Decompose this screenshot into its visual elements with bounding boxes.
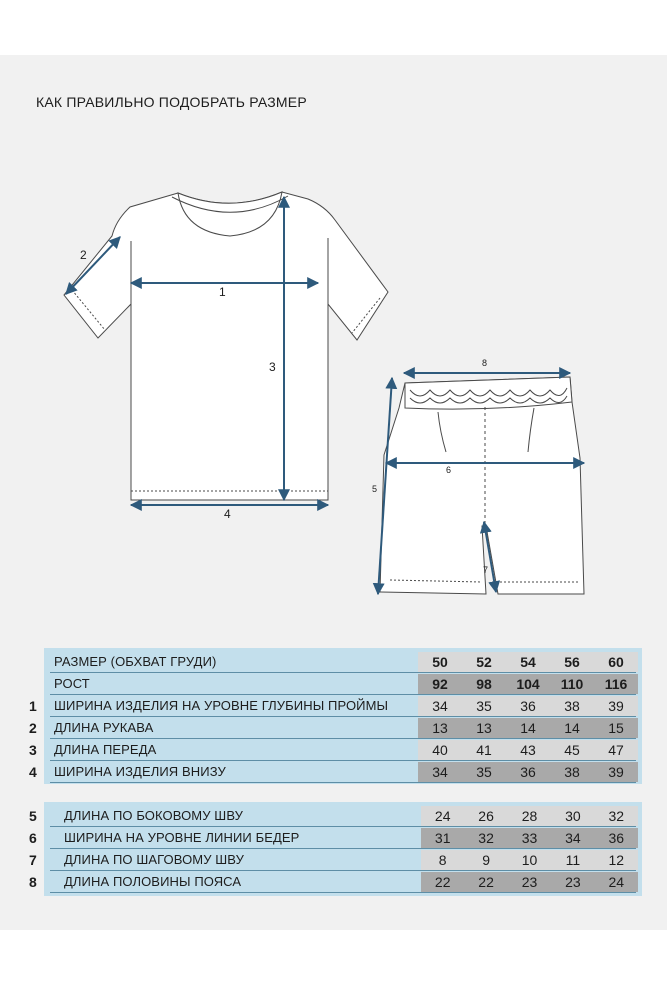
value-cell: 14 bbox=[506, 718, 550, 738]
value-cell: 36 bbox=[595, 828, 638, 848]
row-values bbox=[418, 740, 638, 760]
value-cell: 45 bbox=[550, 740, 594, 760]
value-cell: 10 bbox=[508, 850, 551, 870]
value-cell: 22 bbox=[464, 872, 507, 892]
row-divider bbox=[50, 848, 636, 849]
row-divider bbox=[50, 826, 636, 827]
value-cell: 50 bbox=[418, 652, 462, 672]
value-cell: 52 bbox=[462, 652, 506, 672]
value-cell: 34 bbox=[551, 828, 594, 848]
value-cell: 30 bbox=[551, 806, 594, 826]
value-cell: 34 bbox=[418, 696, 462, 716]
row-values bbox=[418, 762, 638, 782]
value-cell: 13 bbox=[462, 718, 506, 738]
value-cell: 54 bbox=[506, 652, 550, 672]
value-cell: 35 bbox=[462, 762, 506, 782]
value-cell: 104 bbox=[506, 674, 550, 694]
table-row bbox=[44, 652, 642, 672]
measure-label-2: 2 bbox=[80, 248, 87, 262]
row-index: 8 bbox=[29, 874, 37, 890]
value-cell: 32 bbox=[464, 828, 507, 848]
row-values bbox=[418, 674, 638, 694]
row-index: 6 bbox=[29, 830, 37, 846]
row-divider bbox=[50, 782, 636, 783]
row-divider bbox=[50, 716, 636, 717]
row-divider bbox=[50, 672, 636, 673]
measure-label-3: 3 bbox=[269, 360, 276, 374]
value-cell: 26 bbox=[464, 806, 507, 826]
value-cell: 34 bbox=[418, 762, 462, 782]
value-cell: 31 bbox=[421, 828, 464, 848]
row-index: 3 bbox=[29, 742, 37, 758]
row-values bbox=[421, 828, 638, 848]
value-cell: 32 bbox=[595, 806, 638, 826]
measure-label-5: 5 bbox=[372, 484, 378, 494]
measure-label-7: 7 bbox=[483, 565, 489, 575]
measure-label-1: 1 bbox=[219, 285, 226, 299]
value-cell: 60 bbox=[594, 652, 638, 672]
table-row bbox=[44, 674, 642, 694]
row-values bbox=[418, 696, 638, 716]
value-cell: 92 bbox=[418, 674, 462, 694]
value-cell: 110 bbox=[550, 674, 594, 694]
row-label: ШИРИНА ИЗДЕЛИЯ НА УРОВНЕ ГЛУБИНЫ ПРОЙМЫ bbox=[54, 698, 389, 713]
row-values bbox=[418, 718, 638, 738]
value-cell: 23 bbox=[508, 872, 551, 892]
row-index: 5 bbox=[29, 808, 37, 824]
value-cell: 28 bbox=[508, 806, 551, 826]
value-cell: 12 bbox=[595, 850, 638, 870]
value-cell: 41 bbox=[462, 740, 506, 760]
tshirt-size-table bbox=[44, 648, 642, 784]
value-cell: 24 bbox=[595, 872, 638, 892]
row-label: ДЛИНА РУКАВА bbox=[54, 720, 154, 735]
value-cell: 23 bbox=[551, 872, 594, 892]
table-row bbox=[44, 718, 642, 738]
value-cell: 22 bbox=[421, 872, 464, 892]
row-label: РОСТ bbox=[54, 676, 90, 691]
measure-label-8: 8 bbox=[482, 358, 488, 368]
value-cell: 39 bbox=[594, 696, 638, 716]
row-values bbox=[418, 652, 638, 672]
value-cell: 38 bbox=[550, 762, 594, 782]
measure-label-4: 4 bbox=[224, 507, 231, 521]
value-cell: 24 bbox=[421, 806, 464, 826]
value-cell: 11 bbox=[551, 850, 594, 870]
tshirt-drawing bbox=[64, 192, 388, 500]
row-label: ДЛИНА ПО ШАГОВОМУ ШВУ bbox=[64, 852, 244, 867]
row-label: ДЛИНА ПЕРЕДА bbox=[54, 742, 157, 757]
value-cell: 8 bbox=[421, 850, 464, 870]
value-cell: 15 bbox=[594, 718, 638, 738]
table-row bbox=[44, 828, 642, 848]
table-row bbox=[44, 696, 642, 716]
row-values bbox=[421, 872, 638, 892]
value-cell: 36 bbox=[506, 762, 550, 782]
measure-label-6: 6 bbox=[446, 465, 452, 475]
value-cell: 36 bbox=[506, 696, 550, 716]
value-cell: 38 bbox=[550, 696, 594, 716]
value-cell: 98 bbox=[462, 674, 506, 694]
row-index: 2 bbox=[29, 720, 37, 736]
table-row bbox=[44, 806, 642, 826]
value-cell: 9 bbox=[464, 850, 507, 870]
row-label: ШИРИНА ИЗДЕЛИЯ ВНИЗУ bbox=[54, 764, 226, 779]
table-row bbox=[44, 872, 642, 892]
page-title: КАК ПРАВИЛЬНО ПОДОБРАТЬ РАЗМЕР bbox=[36, 94, 307, 110]
row-label: ДЛИНА ПОЛОВИНЫ ПОЯСА bbox=[64, 874, 242, 889]
row-index: 4 bbox=[29, 764, 37, 780]
row-values bbox=[421, 850, 638, 870]
value-cell: 13 bbox=[418, 718, 462, 738]
value-cell: 43 bbox=[506, 740, 550, 760]
row-divider bbox=[50, 870, 636, 871]
value-cell: 47 bbox=[594, 740, 638, 760]
row-divider bbox=[50, 694, 636, 695]
shorts-drawing bbox=[380, 377, 584, 594]
value-cell: 35 bbox=[462, 696, 506, 716]
value-cell: 40 bbox=[418, 740, 462, 760]
row-index: 1 bbox=[29, 698, 37, 714]
row-label: РАЗМЕР (ОБХВАТ ГРУДИ) bbox=[54, 654, 217, 669]
table-row bbox=[44, 850, 642, 870]
table-row bbox=[44, 740, 642, 760]
value-cell: 116 bbox=[594, 674, 638, 694]
shorts-size-table bbox=[44, 802, 642, 896]
value-cell: 56 bbox=[550, 652, 594, 672]
row-label: ШИРИНА НА УРОВНЕ ЛИНИИ БЕДЕР bbox=[64, 830, 300, 845]
value-cell: 14 bbox=[550, 718, 594, 738]
table-row bbox=[44, 762, 642, 782]
row-divider bbox=[50, 738, 636, 739]
row-values bbox=[421, 806, 638, 826]
value-cell: 33 bbox=[508, 828, 551, 848]
value-cell: 39 bbox=[594, 762, 638, 782]
row-index: 7 bbox=[29, 852, 37, 868]
row-label: ДЛИНА ПО БОКОВОМУ ШВУ bbox=[64, 808, 244, 823]
row-divider bbox=[50, 892, 636, 893]
row-divider bbox=[50, 760, 636, 761]
